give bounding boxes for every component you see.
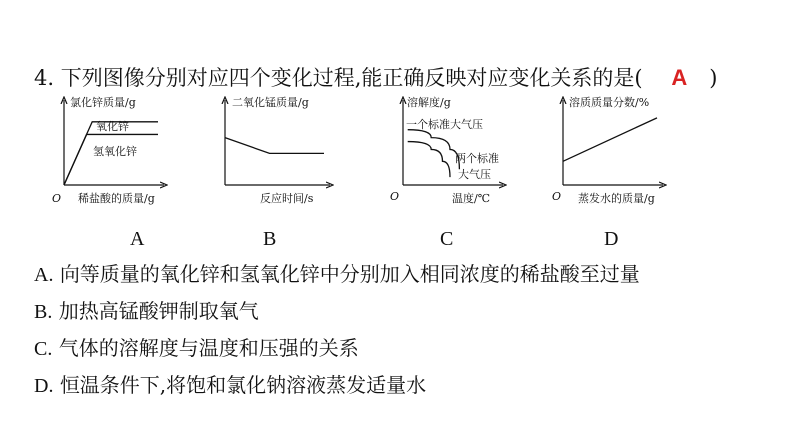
chart-d-xlabel: 蒸发水的质量/g — [578, 192, 655, 205]
chart-c-annotation-2: 两个标准 — [455, 152, 499, 165]
chart-b-ylabel: 二氧化锰质量/g — [232, 96, 309, 109]
chart-a-series-2 — [64, 134, 158, 185]
chart-c-origin: O — [390, 190, 400, 203]
paren-open: ( — [634, 66, 643, 90]
question-text: 下列图像分别对应四个变化过程,能正确反映对应变化关系的是 — [60, 66, 635, 90]
option-c-text: 气体的溶解度与温度和压强的关系 — [58, 336, 359, 360]
option-d — [34, 369, 426, 398]
chart-c-ylabel: 溶解度/g — [407, 96, 451, 109]
chart-c-label: C — [440, 228, 454, 250]
option-a-text: 向等质量的氧化锌和氢氧化锌中分别加入相同浓度的稀盐酸至过量 — [59, 262, 640, 286]
chart-d-ylabel: 溶质质量分数/% — [569, 96, 650, 109]
chart-c-xlabel: 温度/℃ — [452, 192, 491, 205]
option-a — [34, 258, 640, 287]
chart-a-xlabel: 稀盐酸的质量/g — [78, 192, 155, 205]
option-b-letter: B. — [34, 301, 53, 323]
option-a-letter: A. — [34, 264, 54, 286]
answer-letter: A — [671, 65, 688, 90]
option-b — [34, 295, 259, 324]
option-c-letter: C. — [34, 338, 53, 360]
chart-d-series-1 — [563, 118, 657, 161]
chart-b-series-1 — [225, 138, 324, 154]
option-c — [34, 332, 359, 361]
option-d-text: 恒温条件下,将饱和氯化钠溶液蒸发适量水 — [59, 373, 427, 397]
option-b-text: 加热高锰酸钾制取氧气 — [58, 299, 259, 323]
chart-a-label: A — [130, 228, 145, 250]
chart-a-origin: O — [52, 192, 62, 205]
chart-d-origin: O — [552, 190, 562, 203]
chart-d-label: D — [604, 228, 619, 250]
chart-a-annotation-1: 氧化锌 — [96, 120, 129, 133]
option-d-letter: D. — [34, 375, 54, 397]
chart-c-series-2 — [408, 142, 450, 178]
chart-b-xlabel: 反应时间/s — [260, 192, 314, 205]
paren-close: ) — [709, 66, 718, 90]
chart-a-ylabel: 氯化锌质量/g — [70, 96, 136, 109]
question-number: 4. — [34, 66, 55, 90]
chart-c-annotation-3: 大气压 — [458, 168, 491, 181]
chart-c-annotation-1: 一个标准大气压 — [406, 118, 483, 131]
chart-a-annotation-2: 氢氧化锌 — [93, 145, 137, 158]
chart-b-label: B — [263, 228, 277, 250]
